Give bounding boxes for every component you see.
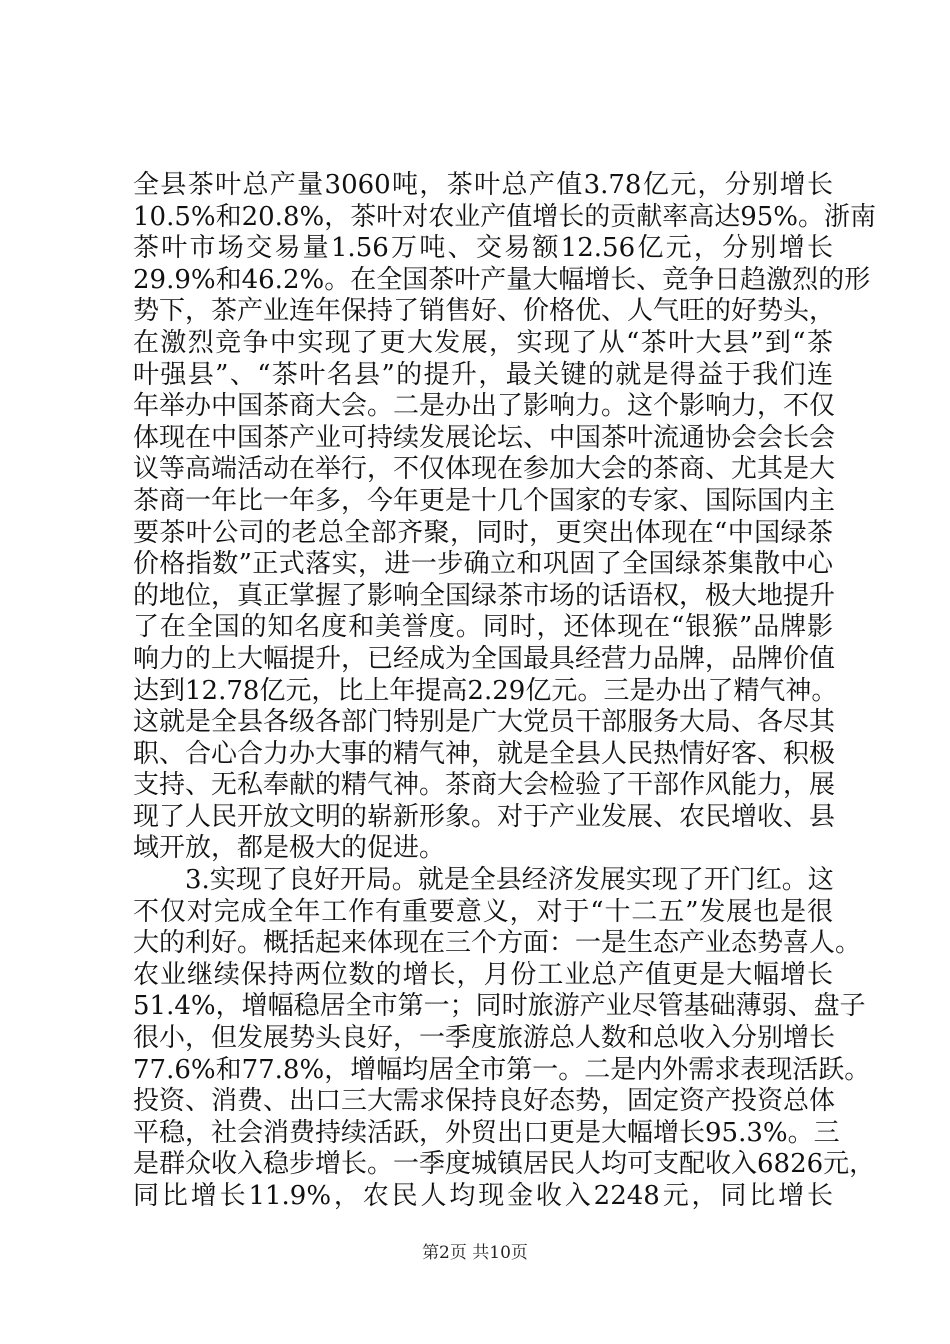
text-line: 响力的上大幅提升，已经成为全国最具经营力品牌，品牌价值: [133, 643, 836, 674]
text-line: 是群众收入稳步增长。一季度城镇居民人均可支配收入6826元，: [133, 1149, 876, 1180]
text-line: 势下，茶产业连年保持了销售好、价格优、人气旺的好势头，: [133, 296, 836, 327]
text-line: 年举办中国茶商大会。二是办出了影响力。这个影响力，不仅: [133, 391, 836, 422]
paragraph-end-line: 域开放，都是极大的促进。: [133, 833, 446, 864]
text-line: 投资、消费、出口三大需求保持良好态势，固定资产投资总体: [133, 1086, 836, 1117]
text-line: 不仅对完成全年工作有重要意义，对于“十二五”发展也是很: [133, 896, 833, 927]
text-line: 51.4%，增幅稳居全市第一；同时旅游产业尽管基础薄弱、盘子: [133, 991, 866, 1022]
text-line: 茶商一年比一年多，今年更是十几个国家的专家、国际国内主: [133, 485, 836, 516]
text-line: 达到12.78亿元，比上年提高2.29亿元。三是办出了精气神。: [133, 675, 838, 706]
text-line: 大的利好。概括起来体现在三个方面：一是生态产业态势喜人。: [133, 928, 862, 959]
body-text: [133, 170, 876, 1213]
text-line: 很小，但发展势头良好，一季度旅游总人数和总收入分别增长: [133, 1023, 836, 1054]
text-line: 现了人民开放文明的崭新形象。对于产业发展、农民增收、县: [133, 801, 836, 832]
text-line: 10.5%和20.8%，茶叶对农业产值增长的贡献率高达95%。浙南: [133, 201, 876, 232]
text-line: 农业继续保持两位数的增长，月份工业总产值更是大幅增长: [133, 959, 833, 990]
text-line: 支持、无私奉献的精气神。茶商大会检验了干部作风能力，展: [133, 770, 836, 801]
text-line: 了在全国的知名度和美誉度。同时，还体现在“银猴”品牌影: [133, 612, 833, 643]
text-line: 平稳，社会消费持续活跃，外贸出口更是大幅增长95.3%。三: [133, 1117, 840, 1148]
text-line: 职、合心合力办大事的精气神，就是全县人民热情好客、积极: [133, 738, 836, 769]
text-line: 同比增长11.9%，农民人均现金收入2248元，同比增长: [133, 1181, 833, 1211]
text-line: 77.6%和77.8%，增幅均居全市第一。二是内外需求表现活跃。: [133, 1054, 871, 1085]
text-line: 议等高端活动在举行，不仅体现在参加大会的茶商、尤其是大: [133, 454, 836, 485]
page-footer: [0, 1242, 950, 1264]
page-number-label: 第2页 共10页: [422, 1243, 528, 1263]
text-line: 全县茶叶总产量3060吨，茶叶总产值3.78亿元，分别增长: [133, 170, 833, 200]
text-line: 叶强县”、“茶叶名县”的提升，最关键的就是得益于我们连: [133, 359, 833, 390]
text-line: 要茶叶公司的老总全部齐聚，同时，更突出体现在“中国绿茶: [133, 517, 833, 548]
text-line: 的地位，真正掌握了影响全国绿茶市场的话语权，极大地提升: [133, 580, 836, 611]
text-line: 29.9%和46.2%。在全国茶叶产量大幅增长、竞争日趋激烈的形: [133, 264, 871, 295]
text-line: 在激烈竞争中实现了更大发展，实现了从“茶叶大县”到“茶: [133, 327, 833, 358]
text-line: 这就是全县各级各部门特别是广大党员干部服务大局、各尽其: [133, 707, 836, 738]
text-line: 价格指数”正式落实，进一步确立和巩固了全国绿茶集散中心: [133, 549, 833, 580]
section-heading-line: 3.实现了良好开局。就是全县经济发展实现了开门红。这: [185, 865, 834, 896]
text-line: 体现在中国茶产业可持续发展论坛、中国茶叶流通协会会长会: [133, 422, 836, 453]
text-line: 茶叶市场交易量1.56万吨、交易额12.56亿元，分别增长: [133, 233, 833, 264]
